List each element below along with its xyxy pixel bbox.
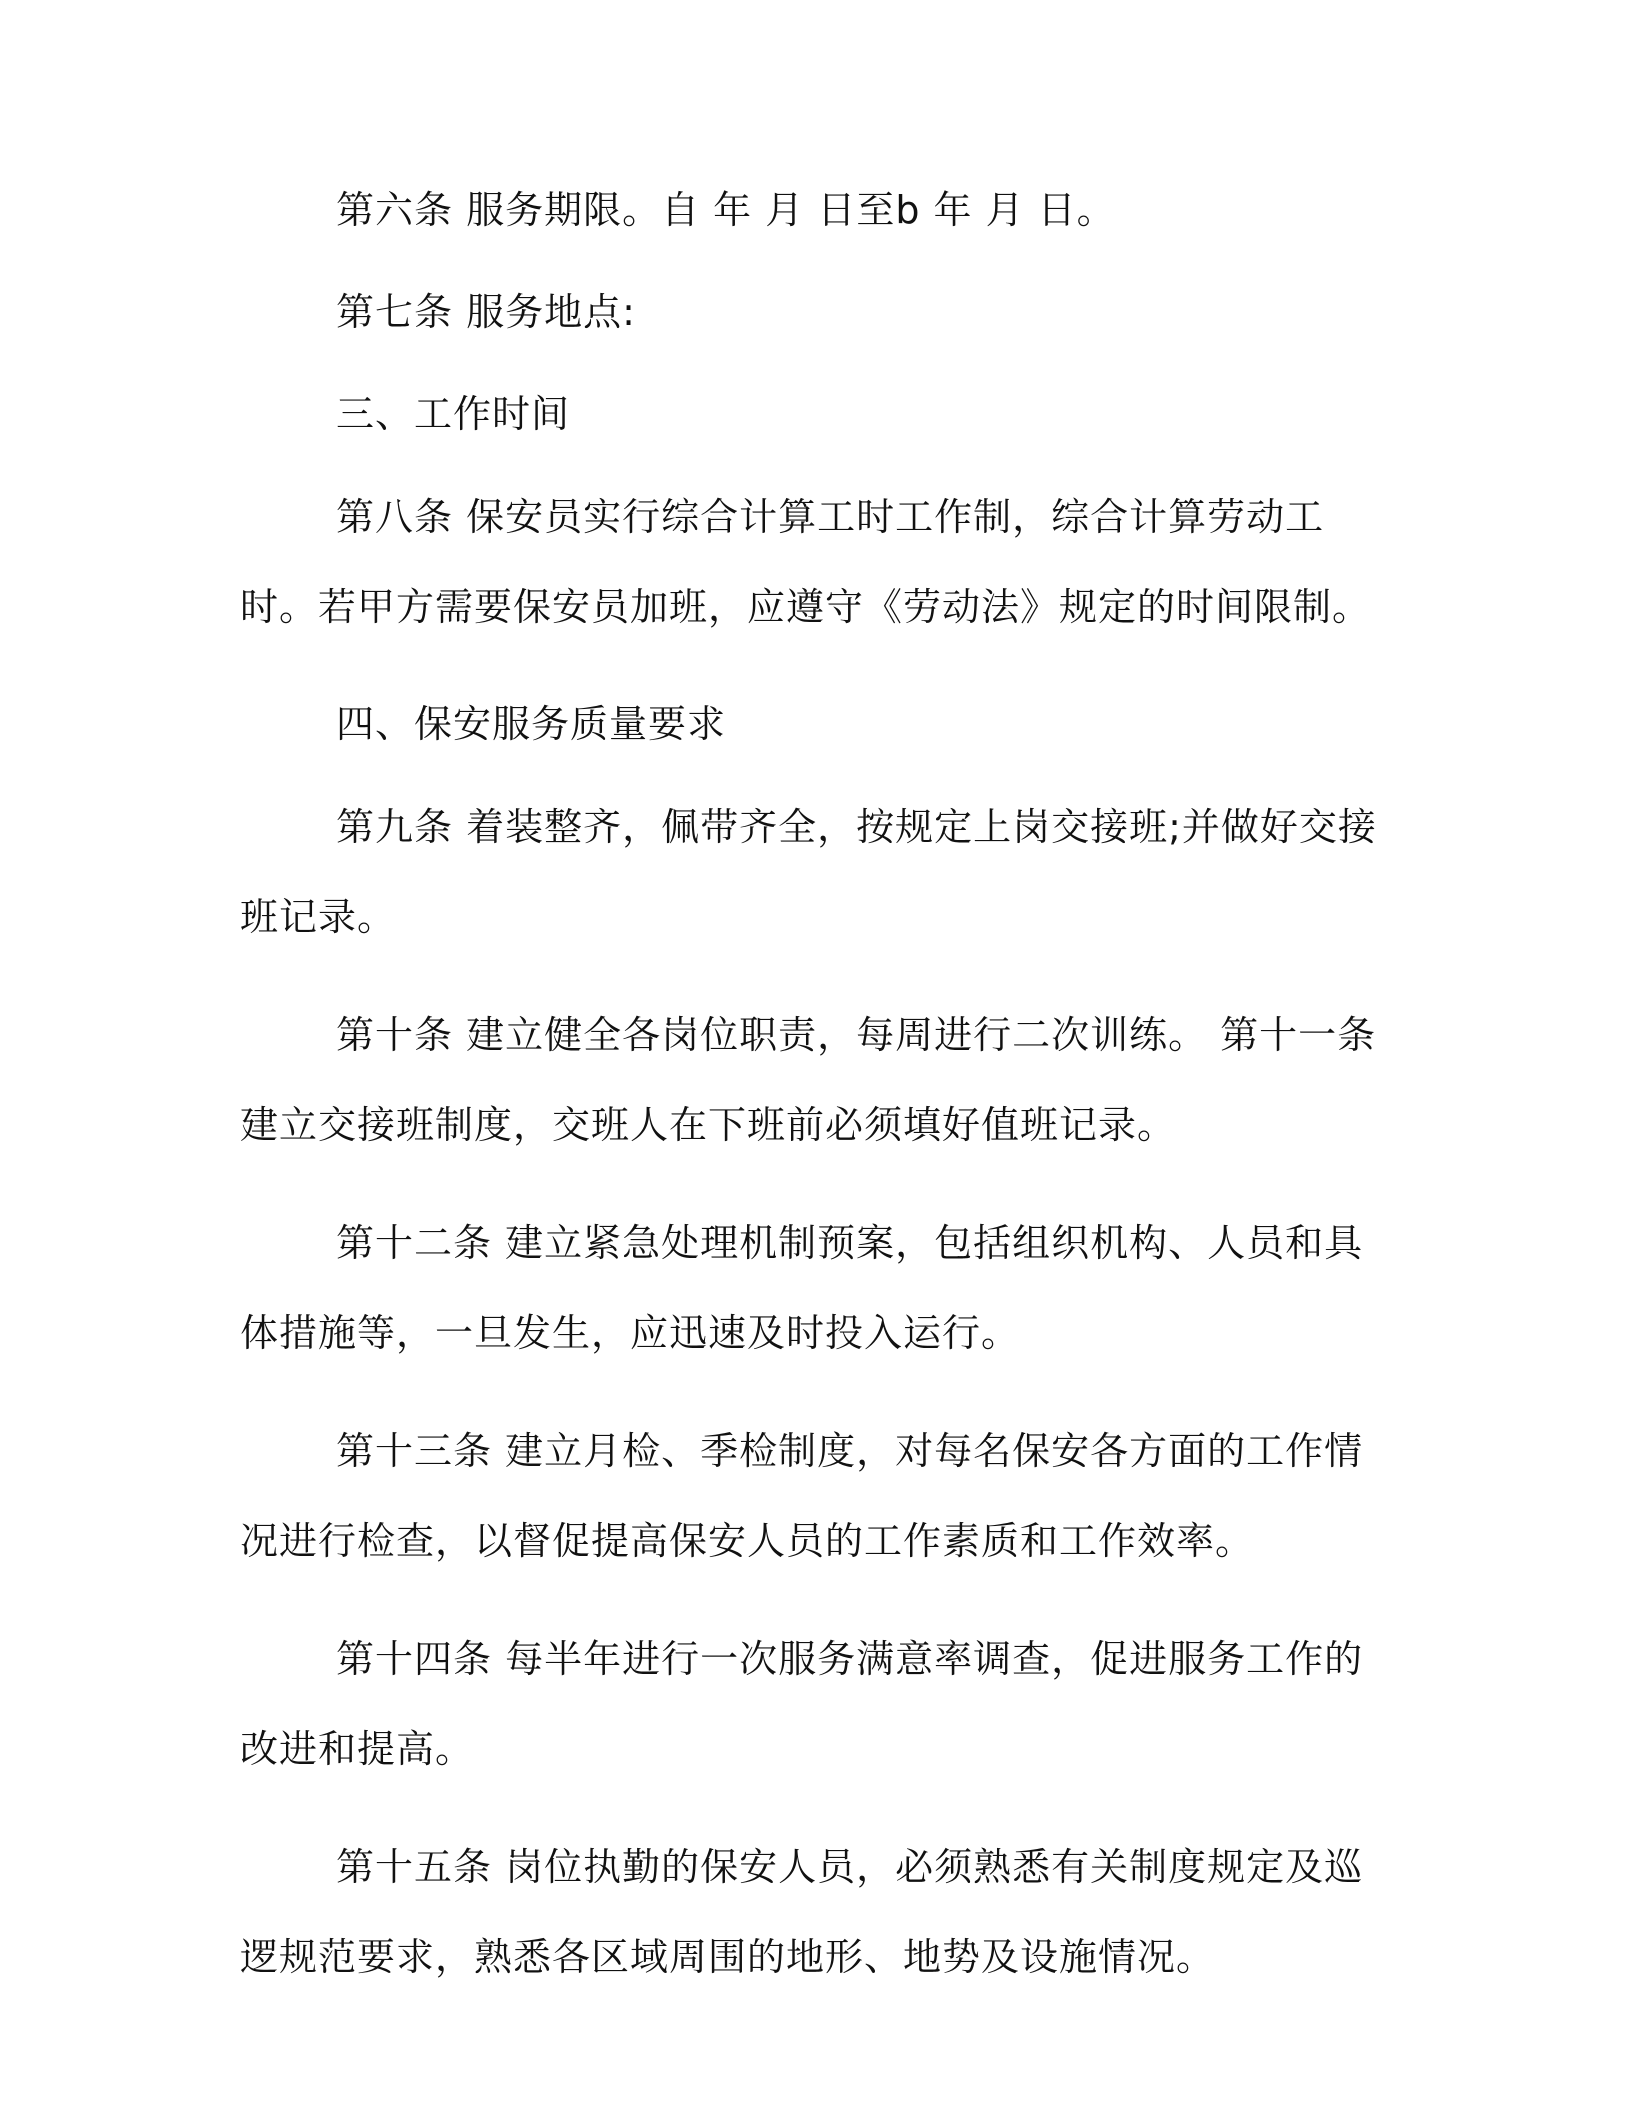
article-8-working-hours: 第八条 保安员实行综合计算工时工作制，综合计算劳动工时。若甲方需要保安员加班，应遵守《劳动法》规定的时间限制。 — [240, 495, 1372, 629]
article-12-emergency-plan: 第十二条 建立紧急处理机制预案，包括组织机构、人员和具体措施等，一旦发生，应迅速及时投入运行。 — [240, 1221, 1364, 1355]
article-15-duty-personnel: 第十五条 岗位执勤的保安人员，必须熟悉有关制度规定及巡逻规范要求，熟悉各区域周围的地形、地势及设施情况。 — [240, 1845, 1364, 1979]
article-9-dress-code: 第九条 着装整齐，佩带齐全，按规定上岗交接班;并做好交接班记录。 — [240, 805, 1377, 939]
document-body — [240, 180, 1390, 2044]
article-13-inspection-system: 第十三条 建立月检、季检制度，对每名保安各方面的工作情况进行检查，以督促提高保安人员的工作素质和工作效率。 — [240, 1429, 1364, 1563]
article-6-service-period: 第六条 服务期限。自 年 月 日至b 年 月 日。 — [336, 188, 1116, 232]
section-heading-work-time: 三、工作时间 — [336, 392, 571, 436]
article-7-service-location: 第七条 服务地点: — [336, 290, 636, 334]
article-14-satisfaction-survey: 第十四条 每半年进行一次服务满意率调查，促进服务工作的改进和提高。 — [240, 1637, 1364, 1771]
section-heading-quality-requirements: 四、保安服务质量要求 — [336, 702, 727, 746]
article-10-11-duties-handover: 第十条 建立健全各岗位职责，每周进行二次训练。 第十一条 建立交接班制度，交班人在下班前必须填好值班记录。 — [240, 1013, 1377, 1147]
